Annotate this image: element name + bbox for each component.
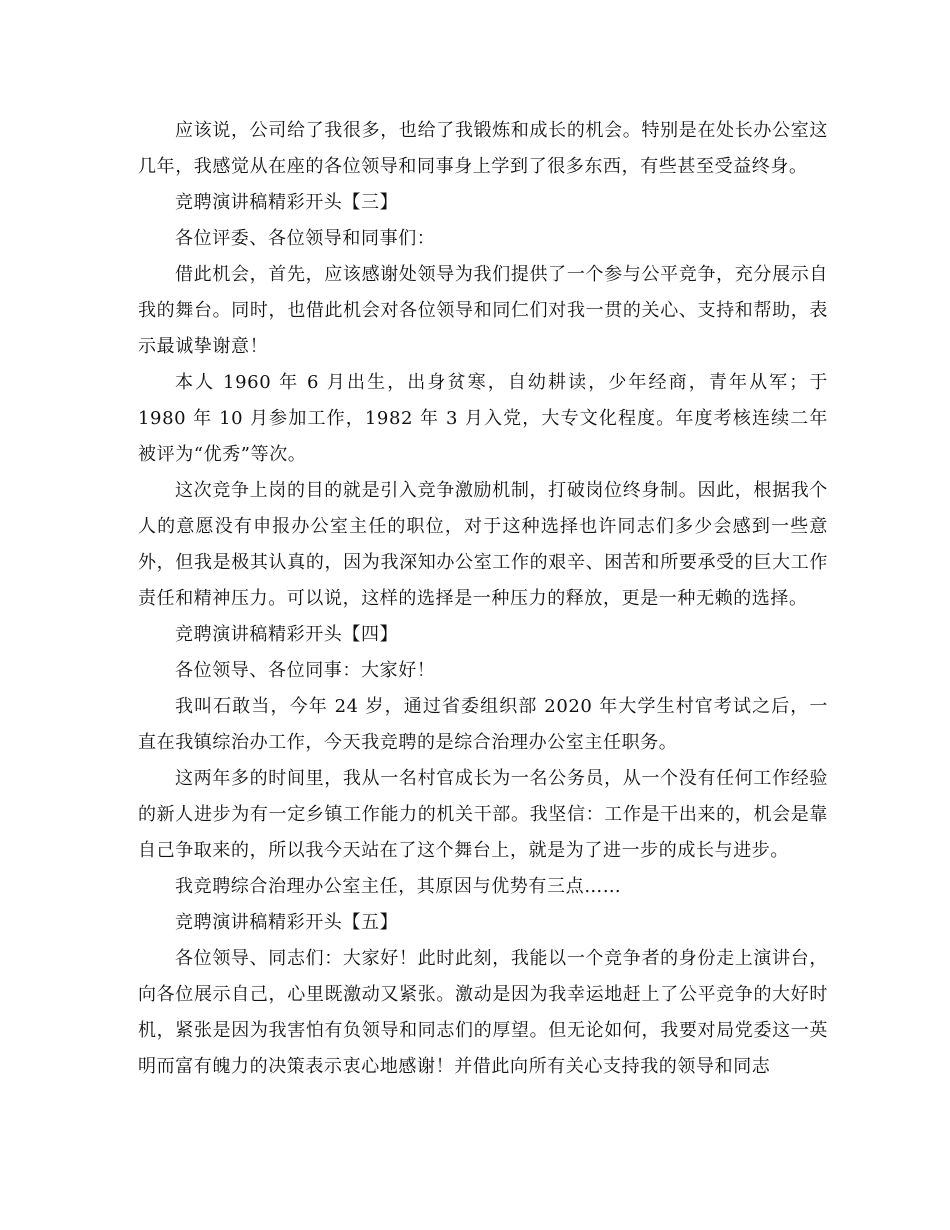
section-heading: 竞聘演讲稿精彩开头【三】 [175,192,399,213]
paragraph: 本人 1960 年 6 月出生，出身贫寒，自幼耕读，少年经商，青年从军；于 1980 年 10 月参加工作，1982 年 3 月入党，大专文化程度。年度考核连续二年被评为“优秀”等次。 [138,372,828,465]
paragraph: 我竞聘综合治理办公室主任，其原因与优势有三点…… [175,876,622,897]
salutation: 各位领导、各位同事：大家好！ [175,660,436,681]
paragraph: 应该说，公司给了我很多，也给了我锻炼和成长的机会。特别是在处长办公室这几年，我感觉从在座的各位领导和同事身上学到了很多东西，有些甚至受益终身。 [138,120,828,177]
paragraph: 各位领导、同志们：大家好！此时此刻，我能以一个竞争者的身份走上演讲台，向各位展示自己，心里既激动又紧张。激动是因为我幸运地赶上了公平竞争的大好时机，紧张是因为我害怕有负领导和同志们的厚望。但无论如何，我要对局党委这一英明而富有魄力的决策表示衷心地感谢！并借此向所有关心支持我的领导和同志 [138,948,828,1077]
paragraph: 这两年多的时间里，我从一名村官成长为一名公务员，从一个没有任何工作经验的新人进步为有一定乡镇工作能力的机关干部。我坚信：工作是干出来的，机会是靠自己争取来的，所以我今天站在了这个舞台上，就是为了进一步的成长与进步。 [138,768,828,861]
paragraph: 我叫石敢当，今年 24 岁，通过省委组织部 2020 年大学生村官考试之后，一直在我镇综治办工作，今天我竞聘的是综合治理办公室主任职务。 [138,696,828,753]
salutation: 各位评委、各位领导和同事们： [175,228,436,249]
section-heading: 竞聘演讲稿精彩开头【五】 [175,912,399,933]
document-body [138,113,828,1085]
paragraph: 借此机会，首先，应该感谢处领导为我们提供了一个参与公平竞争，充分展示自我的舞台。同时，也借此机会对各位领导和同仁们对我一贯的关心、支持和帮助，表示最诚挚谢意！ [138,264,828,357]
paragraph: 这次竞争上岗的目的就是引入竞争激励机制，打破岗位终身制。因此，根据我个人的意愿没有申报办公室主任的职位，对于这种选择也许同志们多少会感到一些意外，但我是极其认真的，因为我深知办公室工作的艰辛、困苦和所要承受的巨大工作责任和精神压力。可以说，这样的选择是一种压力的释放，更是一种无赖的选择。 [138,480,828,609]
section-heading: 竞聘演讲稿精彩开头【四】 [175,624,399,645]
